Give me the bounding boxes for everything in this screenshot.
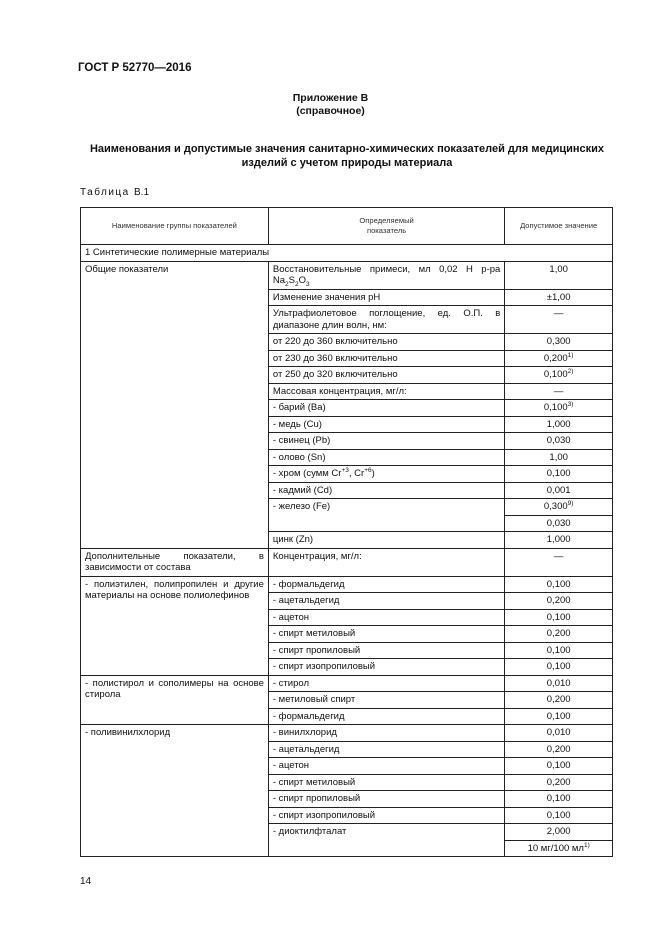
indicator-cell: - ацетальдегид (268, 741, 504, 758)
value-cell: 0,100 (505, 576, 613, 593)
indicator-cell: - диоктилфталат (268, 824, 504, 857)
indicator-cell: - метиловый спирт (268, 692, 504, 709)
value-cell: 0,100 (505, 466, 613, 483)
appendix-subtitle: (справочное) (296, 105, 365, 117)
indicator-cell: - ацетон (268, 758, 504, 775)
group-polystyrene: - полистирол и сополимеры на основе стирола (81, 675, 269, 725)
value-cell: ±1,00 (505, 289, 613, 306)
table-row (81, 675, 613, 692)
table-header-row (81, 208, 613, 245)
value-cell: 0,100 (505, 708, 613, 725)
indicator-cell: - свинец (Pb) (268, 433, 504, 450)
section-title: 1 Синтетические полимерные материалы (81, 245, 613, 262)
value-cell: 0,300$^{9)}$ (505, 499, 613, 516)
value-cell: 0,100 (505, 791, 613, 808)
value-cell: 1,00 (505, 449, 613, 466)
appendix-block (0, 92, 661, 118)
indicator-cell: - ацетон (268, 609, 504, 626)
indicator-cell: - формальдегид (268, 576, 504, 593)
value-cell: 0,010 (505, 675, 613, 692)
indicator-cell: Ультрафиолетовое поглощение, ед. О.П. в диапазоне длин волн, нм: (268, 306, 504, 334)
value-cell: 0,010 (505, 725, 613, 742)
group-additional: Дополнительные показатели, в зависимости от состава (81, 548, 269, 576)
group-pvc: - поливинилхлорид (81, 725, 269, 857)
value-cell: 0,001 (505, 482, 613, 499)
indicator-cell: - железо (Fe) (268, 499, 504, 532)
indicator-cell: - формальдегид (268, 708, 504, 725)
indicator-cell: - спирт метиловый (268, 774, 504, 791)
page-number: 14 (80, 876, 92, 887)
indicator-cell: от 220 до 360 включительно (268, 334, 504, 351)
indicator-cell: - винилхлорид (268, 725, 504, 742)
value-cell: 10 мг/100 $мл^{1)}$ (505, 840, 613, 857)
indicator-cell: - спирт пропиловый (268, 642, 504, 659)
appendix-title: Приложение В (292, 92, 369, 104)
group-general: Общие показатели (81, 261, 269, 548)
document-code: ГОСТ Р 52770—2016 (78, 62, 192, 74)
header-indicator-line2: показатель (366, 226, 407, 235)
value-cell: 0,200 (505, 692, 613, 709)
value-cell: 0,200 (505, 593, 613, 610)
indicator-cell: цинк (Zn) (268, 532, 504, 549)
header-indicator-line1: Определяемый (359, 216, 414, 225)
indicator-cell: - хром (сумм $Cr^{+3}$, $Cr^{+6}$) (268, 466, 504, 483)
value-cell: 1,00 (505, 261, 613, 289)
value-cell: — (505, 306, 613, 334)
indicator-cell: - ацетальдегид (268, 593, 504, 610)
value-cell: 1,000 (505, 416, 613, 433)
indicator-cell: Массовая концентрация, мг/л: (268, 383, 504, 400)
table-caption (80, 187, 149, 198)
value-cell: 0,300 (505, 334, 613, 351)
header-indicator (268, 208, 504, 245)
value-cell: 0,100 (505, 659, 613, 676)
indicator-cell: Концентрация, мг/л: (268, 548, 504, 576)
value-cell: 0,030 (505, 433, 613, 450)
value-cell: 0,100 (505, 642, 613, 659)
table-row (81, 576, 613, 593)
value-cell: 0,200 (505, 774, 613, 791)
indicator-cell: от 230 до 360 включительно (268, 350, 504, 367)
table-row (81, 261, 613, 289)
indicator-cell: Изменение значения рН (268, 289, 504, 306)
indicator-cell: от 250 до 320 включительно (268, 367, 504, 384)
indicator-cell: - кадмий (Cd) (268, 482, 504, 499)
value-cell: 0,200$^{1)}$ (505, 350, 613, 367)
header-value: Допустимое значение (505, 208, 613, 245)
group-polyolefins: - полиэтилен, полипропилен и другие материалы на основе полиолефинов (81, 576, 269, 675)
indicator-cell: - спирт метиловый (268, 626, 504, 643)
value-cell: 0,100$^{2)}$ (505, 367, 613, 384)
indicator-cell: - спирт изопропиловый (268, 807, 504, 824)
indicator-cell: - спирт пропиловый (268, 791, 504, 808)
indicator-cell: - медь (Cu) (268, 416, 504, 433)
table-caption-number: В.1 (134, 187, 150, 198)
section-heading: Наименования и допустимые значения санитарно-химических показателей для медицинских изделий с учетом природы материала (89, 143, 605, 169)
section-row (81, 245, 613, 262)
value-cell: 0,100 (505, 807, 613, 824)
value-cell: — (505, 548, 613, 576)
value-cell: 0,030 (505, 515, 613, 532)
table-row (81, 725, 613, 742)
table-row (81, 548, 613, 576)
indicator-cell: - олово (Sn) (268, 449, 504, 466)
indicator-cell: - спирт изопропиловый (268, 659, 504, 676)
value-cell: 0,100 (505, 758, 613, 775)
header-group-name: Наименование группы показателей (81, 208, 269, 245)
value-cell: 0,100 (505, 609, 613, 626)
sanitary-indicators-table (80, 207, 613, 857)
indicator-cell: - барий (Ba) (268, 400, 504, 417)
value-cell: 0,200 (505, 626, 613, 643)
indicator-cell: - стирол (268, 675, 504, 692)
value-cell: 0,100$^{3)}$ (505, 400, 613, 417)
value-cell: 0,200 (505, 741, 613, 758)
table-caption-prefix: Таблица (80, 187, 130, 198)
value-cell: 1,000 (505, 532, 613, 549)
value-cell: 2,000 (505, 824, 613, 841)
indicator-cell: Восстановительные примеси, мл 0,02 Н р-ра $Na_2S_2O_3$ (268, 261, 504, 289)
value-cell: — (505, 383, 613, 400)
